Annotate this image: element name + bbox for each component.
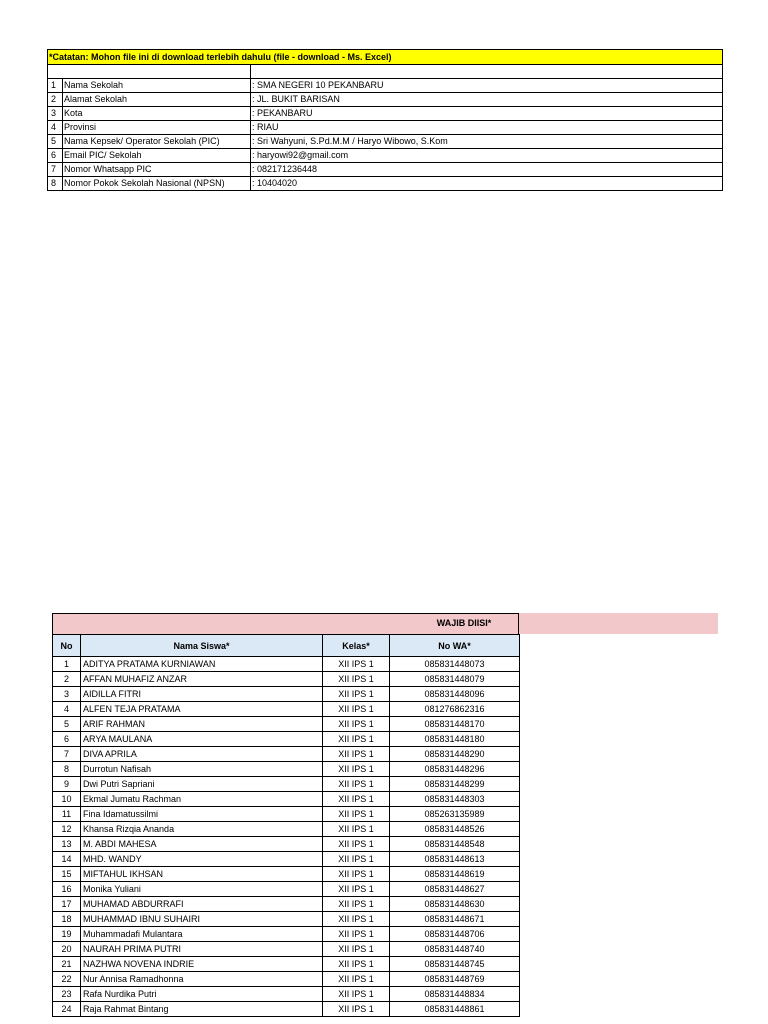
student-wa: 085831448299 bbox=[390, 777, 520, 792]
student-no: 2 bbox=[53, 672, 81, 687]
student-name: Monika Yuliani bbox=[81, 882, 323, 897]
student-name: Dwi Putri Sapriani bbox=[81, 777, 323, 792]
student-name: DIVA APRILA bbox=[81, 747, 323, 762]
student-no: 4 bbox=[53, 702, 81, 717]
student-kelas: XII IPS 1 bbox=[323, 822, 390, 837]
wajib-diisi-band bbox=[52, 613, 718, 634]
student-wa: 085831448834 bbox=[390, 987, 520, 1002]
student-kelas: XII IPS 1 bbox=[323, 792, 390, 807]
info-no: 3 bbox=[48, 107, 63, 121]
student-name: ARYA MAULANA bbox=[81, 732, 323, 747]
table-row bbox=[53, 867, 520, 882]
student-name: AIDILLA FITRI bbox=[81, 687, 323, 702]
student-kelas: XII IPS 1 bbox=[323, 762, 390, 777]
student-wa: 085831448096 bbox=[390, 687, 520, 702]
table-row bbox=[53, 912, 520, 927]
student-kelas: XII IPS 1 bbox=[323, 732, 390, 747]
table-row bbox=[53, 807, 520, 822]
student-no: 7 bbox=[53, 747, 81, 762]
table-row bbox=[53, 927, 520, 942]
student-no: 22 bbox=[53, 972, 81, 987]
info-label: Nomor Pokok Sekolah Nasional (NPSN) bbox=[63, 177, 251, 191]
student-wa: 085831448627 bbox=[390, 882, 520, 897]
table-row bbox=[53, 687, 520, 702]
student-no: 10 bbox=[53, 792, 81, 807]
student-no: 8 bbox=[53, 762, 81, 777]
student-no: 5 bbox=[53, 717, 81, 732]
table-row bbox=[53, 882, 520, 897]
student-kelas: XII IPS 1 bbox=[323, 852, 390, 867]
student-no: 21 bbox=[53, 957, 81, 972]
download-note: *Catatan: Mohon file ini di download terlebih dahulu (file - download - Ms. Excel) bbox=[48, 50, 723, 65]
header-no-wa: No WA* bbox=[390, 635, 520, 657]
info-label: Email PIC/ Sekolah bbox=[63, 149, 251, 163]
student-kelas: XII IPS 1 bbox=[323, 912, 390, 927]
student-table bbox=[52, 634, 520, 1017]
student-name: Muhammadafi Mulantara bbox=[81, 927, 323, 942]
table-row bbox=[53, 852, 520, 867]
info-value: : RIAU bbox=[251, 121, 723, 135]
student-no: 14 bbox=[53, 852, 81, 867]
student-kelas: XII IPS 1 bbox=[323, 672, 390, 687]
student-kelas: XII IPS 1 bbox=[323, 867, 390, 882]
student-body bbox=[53, 657, 520, 1017]
info-value: : Sri Wahyuni, S.Pd.M.M / Haryo Wibowo, S.Kom bbox=[251, 135, 723, 149]
student-wa: 085263135989 bbox=[390, 807, 520, 822]
student-kelas: XII IPS 1 bbox=[323, 777, 390, 792]
student-wa: 085831448613 bbox=[390, 852, 520, 867]
table-row bbox=[53, 972, 520, 987]
student-name: Nur Annisa Ramadhonna bbox=[81, 972, 323, 987]
school-info-row bbox=[48, 79, 723, 93]
student-wa: 085831448619 bbox=[390, 867, 520, 882]
header-no: No bbox=[53, 635, 81, 657]
table-row bbox=[53, 732, 520, 747]
header-nama-siswa: Nama Siswa* bbox=[81, 635, 323, 657]
student-name: MHD. WANDY bbox=[81, 852, 323, 867]
student-name: ADITYA PRATAMA KURNIAWAN bbox=[81, 657, 323, 672]
table-row bbox=[53, 777, 520, 792]
table-row bbox=[53, 702, 520, 717]
student-wa: 085831448079 bbox=[390, 672, 520, 687]
info-no: 2 bbox=[48, 93, 63, 107]
student-no: 11 bbox=[53, 807, 81, 822]
student-no: 6 bbox=[53, 732, 81, 747]
table-row bbox=[53, 1002, 520, 1017]
school-info-row bbox=[48, 121, 723, 135]
table-row bbox=[53, 837, 520, 852]
student-name: MUHAMAD ABDURRAFI bbox=[81, 897, 323, 912]
info-label: Nomor Whatsapp PIC bbox=[63, 163, 251, 177]
student-kelas: XII IPS 1 bbox=[323, 987, 390, 1002]
info-value: : JL. BUKIT BARISAN bbox=[251, 93, 723, 107]
student-no: 17 bbox=[53, 897, 81, 912]
student-wa: 085831448740 bbox=[390, 942, 520, 957]
student-name: Khansa Rizqia Ananda bbox=[81, 822, 323, 837]
info-value: : 10404020 bbox=[251, 177, 723, 191]
student-kelas: XII IPS 1 bbox=[323, 717, 390, 732]
student-kelas: XII IPS 1 bbox=[323, 687, 390, 702]
student-wa: 085831448671 bbox=[390, 912, 520, 927]
table-row bbox=[53, 672, 520, 687]
student-name: MIFTAHUL IKHSAN bbox=[81, 867, 323, 882]
student-name: MUHAMMAD IBNU SUHAIRI bbox=[81, 912, 323, 927]
info-no: 4 bbox=[48, 121, 63, 135]
student-no: 19 bbox=[53, 927, 81, 942]
student-no: 20 bbox=[53, 942, 81, 957]
student-wa: 085831448290 bbox=[390, 747, 520, 762]
student-name: Rafa Nurdika Putri bbox=[81, 987, 323, 1002]
student-kelas: XII IPS 1 bbox=[323, 837, 390, 852]
student-kelas: XII IPS 1 bbox=[323, 657, 390, 672]
student-no: 9 bbox=[53, 777, 81, 792]
info-no: 1 bbox=[48, 79, 63, 93]
info-value: : 082171236448 bbox=[251, 163, 723, 177]
student-kelas: XII IPS 1 bbox=[323, 897, 390, 912]
blank-row bbox=[48, 65, 723, 79]
student-wa: 085831448296 bbox=[390, 762, 520, 777]
table-row bbox=[53, 897, 520, 912]
info-no: 7 bbox=[48, 163, 63, 177]
student-name: ARIF RAHMAN bbox=[81, 717, 323, 732]
school-info-row bbox=[48, 93, 723, 107]
student-name: Durrotun Nafisah bbox=[81, 762, 323, 777]
student-kelas: XII IPS 1 bbox=[323, 957, 390, 972]
student-kelas: XII IPS 1 bbox=[323, 972, 390, 987]
student-no: 3 bbox=[53, 687, 81, 702]
student-no: 23 bbox=[53, 987, 81, 1002]
table-row bbox=[53, 942, 520, 957]
info-value: : SMA NEGERI 10 PEKANBARU bbox=[251, 79, 723, 93]
blank-cell bbox=[251, 65, 723, 79]
student-wa: 085831448303 bbox=[390, 792, 520, 807]
note-row bbox=[48, 50, 723, 65]
student-name: Fina Idamatussilmi bbox=[81, 807, 323, 822]
student-kelas: XII IPS 1 bbox=[323, 807, 390, 822]
wajib-diisi-label: WAJIB DIISI* bbox=[436, 618, 492, 628]
blank-cell bbox=[48, 65, 251, 79]
student-wa: 085831448073 bbox=[390, 657, 520, 672]
student-kelas: XII IPS 1 bbox=[323, 942, 390, 957]
student-kelas: XII IPS 1 bbox=[323, 747, 390, 762]
student-name: NAURAH PRIMA PUTRI bbox=[81, 942, 323, 957]
info-value: : PEKANBARU bbox=[251, 107, 723, 121]
info-label: Nama Kepsek/ Operator Sekolah (PIC) bbox=[63, 135, 251, 149]
table-row bbox=[53, 747, 520, 762]
student-name: Raja Rahmat Bintang bbox=[81, 1002, 323, 1017]
info-no: 8 bbox=[48, 177, 63, 191]
info-label: Alamat Sekolah bbox=[63, 93, 251, 107]
student-wa: 085831448630 bbox=[390, 897, 520, 912]
info-label: Provinsi bbox=[63, 121, 251, 135]
table-row bbox=[53, 792, 520, 807]
school-info-row bbox=[48, 163, 723, 177]
student-header-row bbox=[53, 635, 520, 657]
student-wa: 085831448180 bbox=[390, 732, 520, 747]
student-name: NAZHWA NOVENA INDRIE bbox=[81, 957, 323, 972]
student-wa: 081276862316 bbox=[390, 702, 520, 717]
school-info-row bbox=[48, 135, 723, 149]
table-row bbox=[53, 822, 520, 837]
student-name: ALFEN TEJA PRATAMA bbox=[81, 702, 323, 717]
student-no: 24 bbox=[53, 1002, 81, 1017]
student-no: 16 bbox=[53, 882, 81, 897]
student-wa: 085831448861 bbox=[390, 1002, 520, 1017]
student-wa: 085831448170 bbox=[390, 717, 520, 732]
school-info-table bbox=[47, 49, 723, 191]
table-row bbox=[53, 957, 520, 972]
school-info-row bbox=[48, 177, 723, 191]
info-no: 6 bbox=[48, 149, 63, 163]
student-no: 12 bbox=[53, 822, 81, 837]
student-wa: 085831448548 bbox=[390, 837, 520, 852]
school-info-body bbox=[48, 50, 723, 191]
info-label: Kota bbox=[63, 107, 251, 121]
student-no: 13 bbox=[53, 837, 81, 852]
student-wa: 085831448745 bbox=[390, 957, 520, 972]
student-no: 1 bbox=[53, 657, 81, 672]
student-kelas: XII IPS 1 bbox=[323, 882, 390, 897]
school-info-row bbox=[48, 149, 723, 163]
table-row bbox=[53, 657, 520, 672]
table-row bbox=[53, 717, 520, 732]
student-no: 15 bbox=[53, 867, 81, 882]
student-no: 18 bbox=[53, 912, 81, 927]
header-kelas: Kelas* bbox=[323, 635, 390, 657]
table-row bbox=[53, 987, 520, 1002]
info-value: : haryowi92@gmail.com bbox=[251, 149, 723, 163]
table-row bbox=[53, 762, 520, 777]
student-kelas: XII IPS 1 bbox=[323, 702, 390, 717]
student-name: M. ABDI MAHESA bbox=[81, 837, 323, 852]
student-kelas: XII IPS 1 bbox=[323, 1002, 390, 1017]
info-no: 5 bbox=[48, 135, 63, 149]
student-wa: 085831448706 bbox=[390, 927, 520, 942]
student-kelas: XII IPS 1 bbox=[323, 927, 390, 942]
student-wa: 085831448526 bbox=[390, 822, 520, 837]
info-label: Nama Sekolah bbox=[63, 79, 251, 93]
student-name: AFFAN MUHAFIZ ANZAR bbox=[81, 672, 323, 687]
student-name: Ekmal Jumatu Rachman bbox=[81, 792, 323, 807]
school-info-row bbox=[48, 107, 723, 121]
student-wa: 085831448769 bbox=[390, 972, 520, 987]
